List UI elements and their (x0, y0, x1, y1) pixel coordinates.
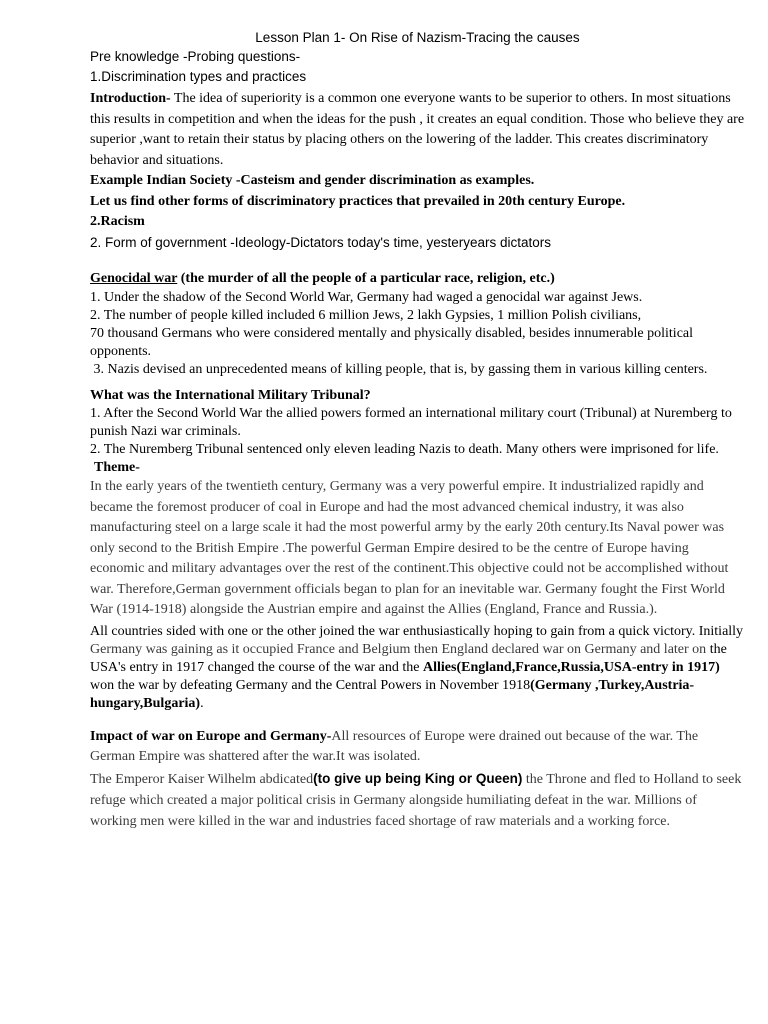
kaiser-abdicate-definition: (to give up being King or Queen) (313, 770, 523, 786)
impact-paragraph (90, 727, 745, 768)
spacer (90, 255, 745, 269)
genocidal-heading (90, 269, 745, 290)
war-won: won the war by defeating Germany and the Central Powers in November 1918 (90, 677, 531, 693)
page-title: Lesson Plan 1- On Rise of Nazism-Tracing the causes (255, 30, 580, 45)
war-initially: Initially (698, 623, 744, 639)
tribunal-point-1: 1. After the Second World War the allied powers formed an international military court (Tribunal) at Nuremberg to punish Nazi war criminals. (90, 406, 732, 439)
war-gaining: Germany was gaining as it occupied France and Belgium then England declared war on Germany and later on (90, 641, 707, 657)
kaiser-pre: The Emperor Kaiser Wilhelm abdicated (90, 771, 314, 787)
war-paragraph (90, 623, 745, 713)
tribunal-question: What was the International Military Tribunal? (90, 388, 371, 403)
war-central-powers: (Germany ,Turkey,Austria-hungary,Bulgaria) (90, 677, 695, 711)
discrimination-heading: 1.Discrimination types and practices (90, 69, 307, 84)
genocidal-point-3: 3. Nazis devised an unprecedented means of killing people, that is, by gassing them in various killing centers. (90, 362, 708, 377)
war-line-1: All countries sided with one or the other joined the war enthusiastically hoping to gain from a quick victory. (90, 623, 696, 639)
tribunal-point-2: 2. The Nuremberg Tribunal sentenced only eleven leading Nazis to death. Many others were imprisoned for life. (90, 442, 719, 457)
pre-knowledge-heading: Pre knowledge -Probing questions- (90, 49, 301, 64)
genocidal-point-2-cont: 70 thousand Germans who were considered mentally and physically disabled, besides innumerable political opponents. (90, 326, 694, 359)
impact-label: Impact of war on Europe and Germany- (90, 728, 332, 744)
genocidal-point-1: 1. Under the shadow of the Second World War, Germany had waged a genocidal war against Jews. (90, 290, 643, 305)
theme-heading: Theme- (94, 460, 140, 475)
spacer (90, 713, 745, 727)
find-line: Let us find other forms of discriminatory practices that prevailed in 20th century Europe. (90, 193, 626, 209)
introduction-text: The idea of superiority is a common one everyone wants to be superior to others. In most situations this results in competition and when the ideas for the push , it creates an equal condition. Those who believe they are superior ,want to retain their status by placing others on the lowering of the ladder. This creates discriminatory behavior and situations. (90, 91, 745, 168)
war-period: . (200, 695, 204, 711)
introduction-label: Introduction- (90, 91, 171, 106)
document-page (90, 30, 745, 832)
genocidal-point-2: 2. The number of people killed included 6 million Jews, 2 lakh Gypsies, 1 million Polish civilians, (90, 308, 642, 323)
theme-paragraph: In the early years of the twentieth century, Germany was a very powerful empire. It industrialized rapidly and became the foremost producer of coal in Europe and had the most advanced chemical industry, it was also manufacturing steel on a large scale it had the most powerful army by the early 20th century.Its Naval power was only second to the British Empire .The powerful German Empire desired to be the centre of Europe having economic and military advantages over the rest of the continent.This objective could not be accomplished without war. Therefore,German government officials began to plan for an inevitable war. Germany fought the First World War (1914-1918) alongside the Austrian empire and against the Allies (England, France and Russia.). (90, 479, 729, 617)
racism-heading: 2.Racism (90, 214, 145, 229)
war-allies: Allies(England,France,Russia,USA-entry in 1917) (423, 659, 720, 675)
introduction-paragraph (90, 89, 745, 171)
war-usa: the USA's entry in 1917 changed the course of the war and the (90, 641, 727, 675)
kaiser-paragraph (90, 768, 745, 832)
example-line: Example Indian Society -Casteism and gender discrimination as examples. (90, 173, 535, 188)
genocidal-term: Genocidal war (90, 270, 178, 286)
kaiser-post: the Throne and fled to Holland to seek refuge which created a major political crisis in Germany alongside humiliating defeat in the war. Millions of working men were killed in the war and industries faced shortage of raw materials and a working force. (90, 771, 742, 829)
impact-text: All resources of Europe were drained out because of the war. The German Empire was shattered after the war.It was isolated. (90, 728, 699, 764)
genocidal-definition: (the murder of all the people of a particular race, religion, etc.) (177, 270, 555, 286)
government-heading: 2. Form of government -Ideology-Dictators today's time, yesteryears dictators (90, 234, 552, 250)
